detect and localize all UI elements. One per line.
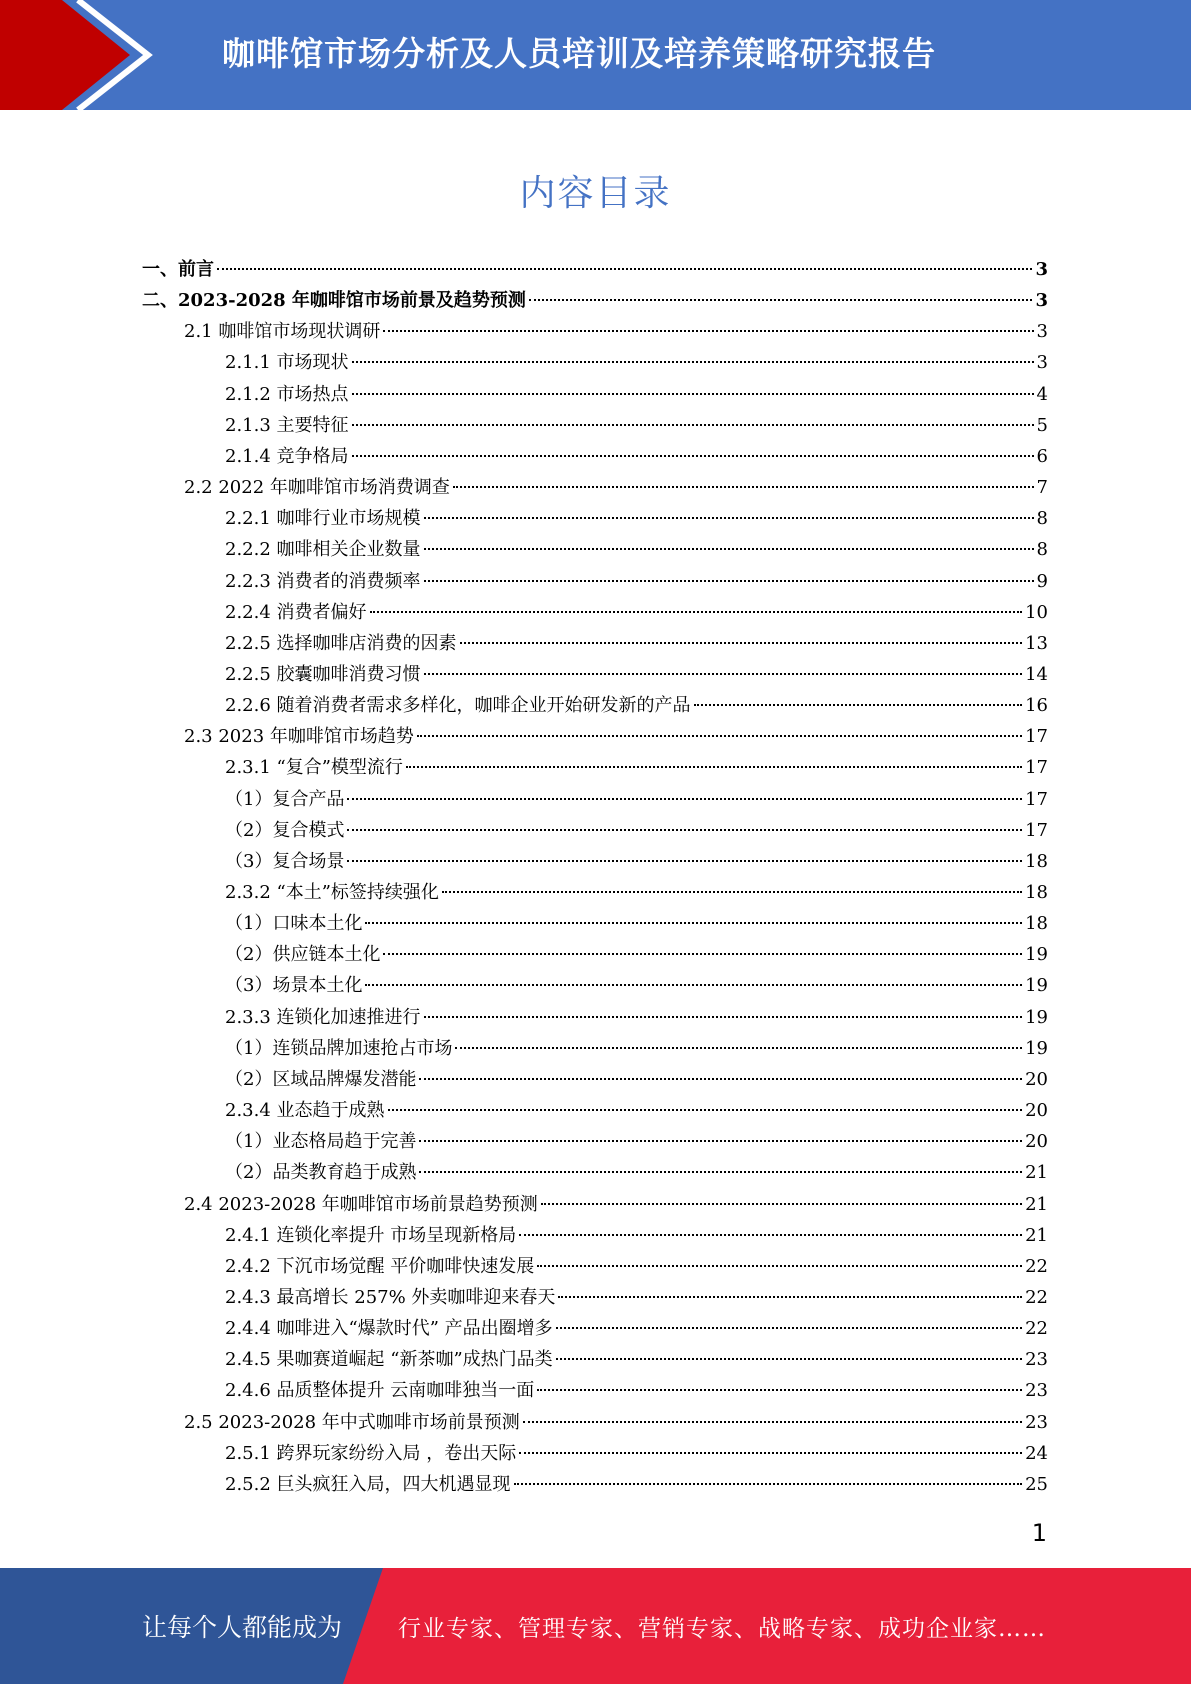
toc-entry-page: 6 <box>1036 445 1048 467</box>
toc-entry[interactable] <box>225 534 1048 565</box>
toc-entry[interactable] <box>225 441 1048 472</box>
toc-entry-title: 2.4.5 果咖赛道崛起 “新茶咖”成热门品类 <box>225 1349 553 1371</box>
toc-dot-leader <box>541 1202 1022 1205</box>
toc-entry-title: 2.1 咖啡馆市场现状调研 <box>184 321 381 343</box>
toc-entry-title: 2.2.5 选择咖啡店消费的因素 <box>225 632 457 654</box>
toc-entry-title: 2.2 2022 年咖啡馆市场消费调查 <box>184 477 450 499</box>
toc-entry[interactable] <box>225 1002 1048 1033</box>
toc-entry-page: 19 <box>1025 975 1048 997</box>
toc-entry[interactable] <box>225 1251 1048 1282</box>
toc-entry-title: 2.5.2 巨头疯狂入局，四大机遇显现 <box>225 1473 511 1495</box>
toc-entry[interactable] <box>184 1189 1048 1220</box>
toc-entry[interactable] <box>142 254 1048 285</box>
toc-dot-leader <box>347 828 1022 831</box>
toc-entry-title: （1）业态格局趋于完善 <box>225 1131 417 1153</box>
toc-entry-page: 20 <box>1025 1131 1048 1153</box>
toc-entry-title: 2.3.1 “复合”模型流行 <box>225 757 403 779</box>
toc-entry-page: 9 <box>1036 570 1048 592</box>
toc-entry[interactable] <box>225 597 1048 628</box>
report-title: 咖啡馆市场分析及人员培训及培养策略研究报告 <box>222 34 936 73</box>
toc-dot-leader <box>514 1482 1023 1485</box>
toc-entry-page: 23 <box>1025 1380 1048 1402</box>
toc-entry-page: 4 <box>1036 383 1048 405</box>
toc-entry[interactable] <box>225 410 1048 441</box>
toc-entry[interactable] <box>225 1469 1048 1500</box>
toc-dot-leader <box>424 1015 1023 1018</box>
toc-dot-leader <box>352 392 1034 395</box>
toc-dot-leader <box>537 1388 1022 1391</box>
toc-entry-page: 21 <box>1025 1224 1048 1246</box>
toc-dot-leader <box>442 890 1022 893</box>
toc-dot-leader <box>424 579 1034 582</box>
toc-entry[interactable] <box>225 503 1048 534</box>
toc-entry-title: 2.3.3 连锁化加速推进行 <box>225 1006 421 1028</box>
toc-entry-title: （3）场景本土化 <box>225 975 363 997</box>
toc-entry-page: 3 <box>1035 290 1048 312</box>
toc-entry-title: 2.1.3 主要特征 <box>225 414 349 436</box>
toc-entry-page: 19 <box>1025 1037 1048 1059</box>
toc-entry-title: 2.4.3 最高增长 257% 外卖咖啡迎来春天 <box>225 1286 556 1308</box>
toc-entry-page: 19 <box>1025 944 1048 966</box>
toc-entry-page: 17 <box>1025 757 1048 779</box>
toc-entry[interactable] <box>225 939 1048 970</box>
toc-entry-title: （1）连锁品牌加速抢占市场 <box>225 1037 453 1059</box>
toc-entry[interactable] <box>225 1375 1048 1406</box>
toc-entry-title: 2.4.6 品质整体提升 云南咖啡独当一面 <box>225 1380 535 1402</box>
toc-entry[interactable] <box>225 1157 1048 1188</box>
toc-entry-page: 25 <box>1025 1473 1048 1495</box>
toc-entry[interactable] <box>225 1282 1048 1313</box>
toc-entry-title: 2.2.6 随着消费者需求多样化，咖啡企业开始研发新的产品 <box>225 695 691 717</box>
toc-entry-title: 2.1.1 市场现状 <box>225 352 349 374</box>
toc-dot-leader <box>365 983 1022 986</box>
toc-entry-title: 2.3 2023 年咖啡馆市场趋势 <box>184 726 414 748</box>
toc-entry-page: 19 <box>1025 1006 1048 1028</box>
toc-dot-leader <box>383 952 1022 955</box>
toc-entry[interactable] <box>184 316 1048 347</box>
toc-entry[interactable] <box>225 628 1048 659</box>
toc-entry[interactable] <box>225 690 1048 721</box>
toc-entry-page: 22 <box>1025 1286 1048 1308</box>
toc-entry-page: 3 <box>1036 352 1048 374</box>
toc-entry-title: 二、2023-2028 年咖啡馆市场前景及趋势预测 <box>142 290 526 312</box>
toc-dot-leader <box>370 610 1023 613</box>
footer-slogan: 让每个人都能成为 <box>142 1613 343 1642</box>
toc-entry-title: （1）复合产品 <box>225 788 345 810</box>
toc-entry-title: 2.4.2 下沉市场觉醒 平价咖啡快速发展 <box>225 1255 535 1277</box>
toc-entry-title: （2）供应链本土化 <box>225 944 381 966</box>
toc-entry[interactable] <box>225 1064 1048 1095</box>
toc-entry-page: 3 <box>1035 259 1048 280</box>
toc-entry[interactable] <box>225 1344 1048 1375</box>
toc-entry[interactable] <box>225 1313 1048 1344</box>
toc-entry-page: 24 <box>1025 1442 1048 1464</box>
toc-entry-page: 8 <box>1036 508 1048 530</box>
toc-entry-page: 21 <box>1025 1162 1048 1184</box>
toc-dot-leader <box>419 1170 1022 1173</box>
page-number: 1 <box>1031 1519 1047 1547</box>
toc-dot-leader <box>383 329 1033 332</box>
toc-dot-leader <box>455 1046 1022 1049</box>
toc-entry[interactable] <box>225 1220 1048 1251</box>
toc-entry[interactable] <box>225 347 1048 378</box>
toc-entry[interactable] <box>225 908 1048 939</box>
toc-dot-leader <box>347 859 1022 862</box>
toc-entry-page: 17 <box>1025 819 1048 841</box>
toc-entry-page: 10 <box>1025 601 1048 623</box>
toc-entry-page: 5 <box>1036 414 1048 436</box>
toc-dot-leader <box>694 703 1023 706</box>
toc-entry-page: 22 <box>1025 1255 1048 1277</box>
toc-entry[interactable] <box>225 846 1048 877</box>
toc-entry[interactable] <box>225 379 1048 410</box>
toc-dot-leader <box>529 298 1033 301</box>
toc-entry-title: 2.3.4 业态趋于成熟 <box>225 1100 385 1122</box>
footer-expert-list: 行业专家、管理专家、营销专家、战略专家、成功企业家…… <box>398 1616 1046 1642</box>
toc-dot-leader <box>558 1295 1022 1298</box>
toc-dot-leader <box>453 485 1034 488</box>
toc-entry-page: 18 <box>1025 850 1048 872</box>
toc-dot-leader <box>406 765 1022 768</box>
toc-entry-page: 7 <box>1036 477 1048 499</box>
toc-entry-title: 2.2.1 咖啡行业市场规模 <box>225 508 421 530</box>
toc-dot-leader <box>352 360 1034 363</box>
toc-dot-leader <box>424 516 1034 519</box>
toc-dot-leader <box>388 1108 1023 1111</box>
toc-entry-page: 18 <box>1025 882 1048 903</box>
toc-entry-title: 2.2.2 咖啡相关企业数量 <box>225 539 421 561</box>
toc-entry-page: 22 <box>1025 1318 1048 1340</box>
toc-entry[interactable] <box>225 1438 1048 1469</box>
toc-dot-leader <box>419 1139 1022 1142</box>
toc-dot-leader <box>523 1420 1022 1423</box>
toc-entry-title: 2.2.4 消费者偏好 <box>225 601 367 623</box>
toc-entry[interactable] <box>225 877 1048 908</box>
toc-entry-page: 14 <box>1025 663 1048 685</box>
toc-entry-page: 18 <box>1025 913 1048 935</box>
toc-entry-title: 2.5 2023-2028 年中式咖啡市场前景预测 <box>184 1411 520 1433</box>
toc-entry-title: 2.1.2 市场热点 <box>225 383 349 405</box>
toc-entry-title: 2.4 2023-2028 年咖啡馆市场前景趋势预测 <box>184 1193 538 1215</box>
toc-dot-leader <box>419 1077 1022 1080</box>
toc-entry-page: 17 <box>1025 726 1048 748</box>
toc-dot-leader <box>352 423 1034 426</box>
toc-entry[interactable] <box>225 815 1048 846</box>
toc-dot-leader <box>217 267 1032 270</box>
toc-dot-leader <box>424 672 1023 675</box>
toc-entry-page: 16 <box>1025 695 1048 717</box>
toc-dot-leader <box>556 1326 1022 1329</box>
toc-entry-title: 2.2.5 胶囊咖啡消费习惯 <box>225 663 421 685</box>
toc-entry-title: 2.4.1 连锁化率提升 市场呈现新格局 <box>225 1224 517 1246</box>
toc-dot-leader <box>519 1233 1022 1236</box>
toc-dot-leader <box>352 454 1034 457</box>
toc-entry-title: （1）口味本土化 <box>225 913 363 935</box>
toc-entry-page: 3 <box>1036 321 1048 343</box>
toc-entry-title: 2.1.4 竞争格局 <box>225 445 349 467</box>
toc-entry-title: 2.2.3 消费者的消费频率 <box>225 570 421 592</box>
toc-entry[interactable] <box>225 752 1048 783</box>
toc-entry-page: 21 <box>1025 1193 1048 1215</box>
toc-dot-leader <box>556 1357 1022 1360</box>
toc-entry[interactable] <box>184 472 1048 503</box>
toc-entry-page: 13 <box>1025 632 1048 654</box>
toc-entry-page: 23 <box>1025 1411 1048 1433</box>
toc-entry-page: 23 <box>1025 1349 1048 1371</box>
toc-entry-title: 一、前言 <box>142 259 214 280</box>
footer-banner <box>0 1568 1191 1684</box>
toc-entry[interactable] <box>142 285 1048 316</box>
toc-dot-leader <box>347 797 1022 800</box>
toc-entry[interactable] <box>225 1126 1048 1157</box>
header-banner <box>0 0 1191 110</box>
toc-dot-leader <box>424 547 1034 550</box>
toc-entry[interactable] <box>184 721 1048 752</box>
toc-entry[interactable] <box>225 659 1048 690</box>
toc-dot-leader <box>417 734 1022 737</box>
toc-dot-leader <box>365 921 1022 924</box>
toc-entry-page: 20 <box>1025 1100 1048 1122</box>
toc-entry-title: （3）复合场景 <box>225 850 345 872</box>
toc-entry-page: 8 <box>1036 539 1048 561</box>
toc-entry-title: 2.3.2 “本土”标签持续强化 <box>225 882 439 903</box>
toc-entry-title: 2.5.1 跨界玩家纷纷入局 ，卷出天际 <box>225 1442 517 1464</box>
toc-entry-title: （2）区域品牌爆发潜能 <box>225 1068 417 1090</box>
toc-entry-page: 20 <box>1025 1068 1048 1090</box>
toc-entry[interactable] <box>225 784 1048 815</box>
toc-entry-title: （2）品类教育趋于成熟 <box>225 1162 417 1184</box>
toc-entry-page: 17 <box>1025 788 1048 810</box>
toc-heading: 内容目录 <box>519 173 672 214</box>
toc-entry[interactable] <box>184 1407 1048 1438</box>
toc-dot-leader <box>519 1451 1022 1454</box>
toc-entry-title: （2）复合模式 <box>225 819 345 841</box>
toc-entry[interactable] <box>225 970 1048 1001</box>
toc-entry[interactable] <box>225 566 1048 597</box>
toc-entry[interactable] <box>225 1033 1048 1064</box>
toc-dot-leader <box>460 641 1023 644</box>
toc-entry[interactable] <box>225 1095 1048 1126</box>
toc-entry-title: 2.4.4 咖啡进入“爆款时代” 产品出圈增多 <box>225 1318 553 1340</box>
toc-dot-leader <box>537 1264 1022 1267</box>
